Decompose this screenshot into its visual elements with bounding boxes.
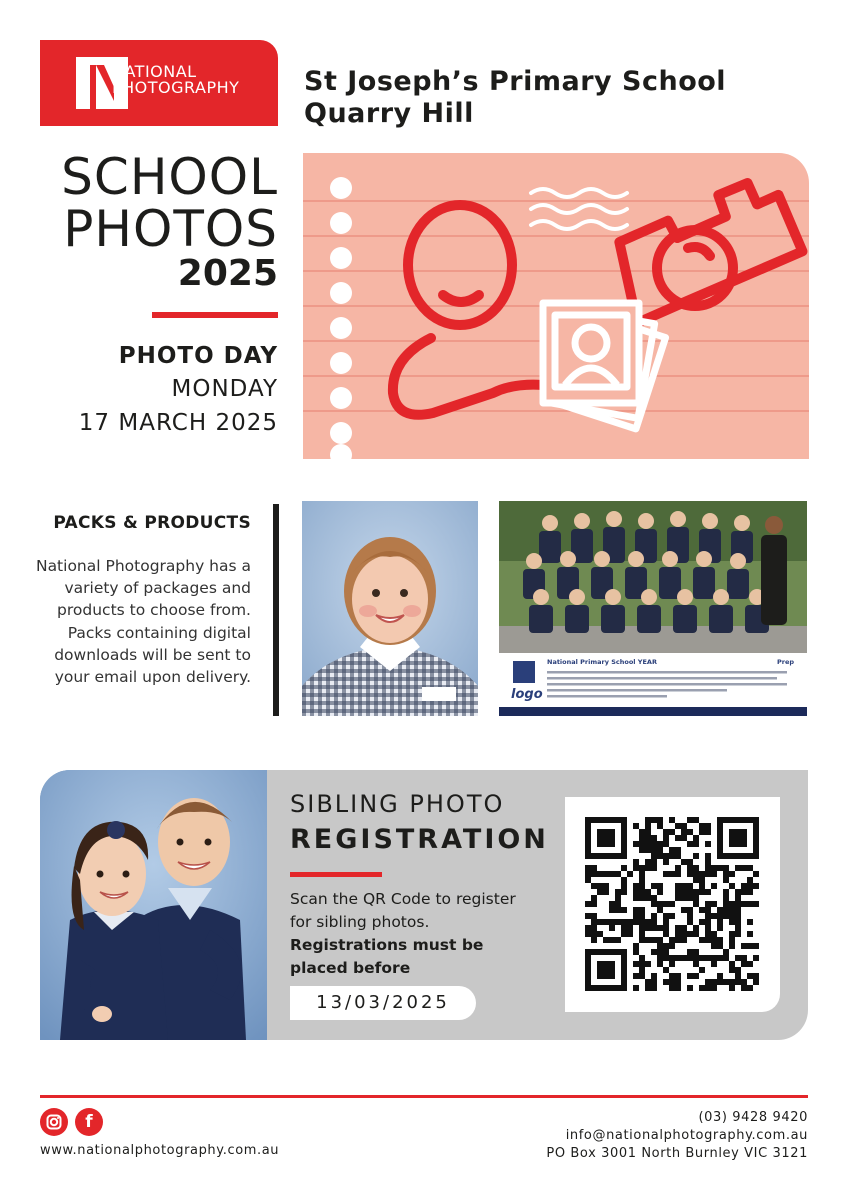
sample-class-photo <box>499 501 807 716</box>
school-name <box>304 66 726 130</box>
title-school: SCHOOL <box>61 148 278 206</box>
title-year: 2025 <box>177 253 278 294</box>
contact-address: PO Box 3001 North Burnley VIC 3121 <box>546 1146 808 1161</box>
sibling-title-light: SIBLING PHOTO <box>290 790 505 818</box>
packs-digital-note: Packs containing digital downloads will be sent to your email upon delivery. <box>54 624 251 686</box>
registration-deadline: 13/03/2025 <box>290 986 476 1020</box>
class-photo-grade: Prep <box>777 658 795 666</box>
title-photos: PHOTOS <box>63 200 278 258</box>
photo-day-weekday: MONDAY <box>171 376 278 402</box>
camera-portrait-illustration <box>303 153 809 459</box>
school-name-line2: Quarry Hill <box>304 98 474 129</box>
sample-portrait-photo <box>302 501 478 716</box>
photo-day-label: PHOTO DAY <box>118 343 278 369</box>
packs-description: National Photography has a variety of packages and products to choose from. <box>35 557 251 619</box>
qr-code-panel[interactable] <box>565 797 780 1012</box>
school-name-line1: St Joseph’s Primary School <box>304 66 727 97</box>
contact-email[interactable]: info@nationalphotography.com.au <box>565 1128 808 1143</box>
sibling-sample-photo <box>40 770 267 1040</box>
title-divider <box>152 312 278 318</box>
sibling-instructions-bold: Registrations must be placed before <box>290 936 484 977</box>
logo-wordmark <box>112 64 239 96</box>
logo-line2: PHOTOGRAPHY <box>112 78 240 97</box>
photo-day-date: 17 MARCH 2025 <box>78 410 278 436</box>
contact-phone[interactable]: (03) 9428 9420 <box>698 1110 808 1125</box>
sibling-title-bold: REGISTRATION <box>290 824 549 855</box>
instagram-icon[interactable] <box>40 1108 68 1136</box>
sibling-instructions-plain: Scan the QR Code to register for sibling photos. <box>290 890 516 931</box>
notepad-illustration <box>303 153 809 459</box>
sibling-instructions <box>290 888 540 980</box>
packs-heading: PACKS & PRODUCTS <box>53 513 251 533</box>
brand-logo <box>40 40 278 126</box>
footer-divider <box>40 1095 808 1098</box>
sibling-divider <box>290 872 382 877</box>
qr-code[interactable] <box>565 797 780 1012</box>
vertical-divider <box>273 504 279 716</box>
logo-line1: NATIONAL <box>112 62 197 81</box>
website-link[interactable]: www.nationalphotography.com.au <box>40 1143 280 1158</box>
facebook-icon[interactable]: f <box>75 1108 103 1136</box>
class-photo-school-label: National Primary School YEAR <box>547 658 657 666</box>
class-photo-logo-text: logo <box>511 687 543 702</box>
